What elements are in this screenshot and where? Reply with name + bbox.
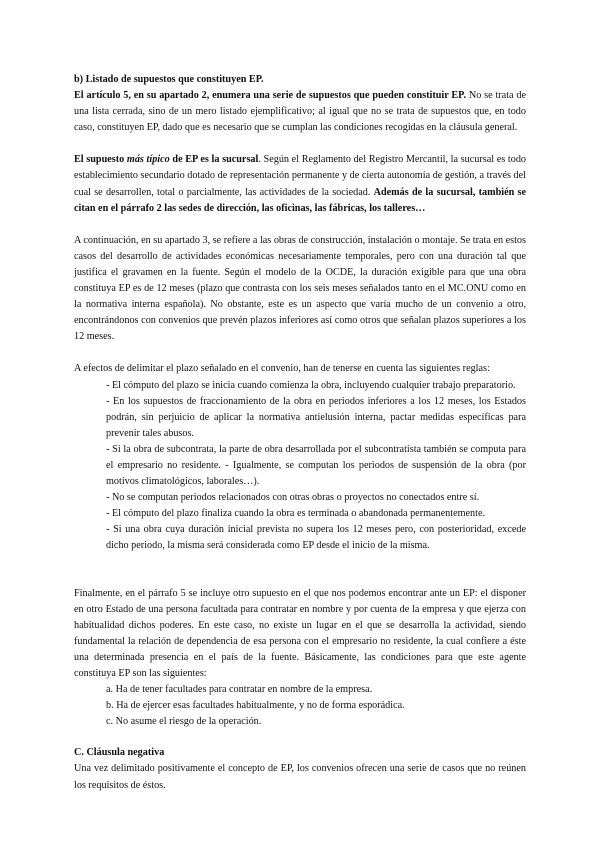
section-c-paragraph: Una vez delimitado positivamente el concepto de EP, los convenios ofrecen una serie de casos que no reúnen los requisitos de éstos. xyxy=(74,763,526,791)
sucursal-paragraph xyxy=(74,152,526,216)
condition-item: c. No asume el riesgo de la operación. xyxy=(106,716,262,728)
section-b-paragraph-1 xyxy=(74,88,526,136)
rule-item: - El cómputo del plazo se inicia cuando comienza la obra, incluyendo cualquier trabajo preparatorio. xyxy=(106,379,516,391)
document-body xyxy=(74,72,526,794)
sucursal-bold-a-text: El supuesto xyxy=(74,154,127,166)
rule-item: - El cómputo del plazo finaliza cuando la obra es terminada o abandonada permanentemente. xyxy=(106,508,486,520)
rule-item: - En los supuestos de fraccionamiento de la obra en periodos inferiores a los 12 meses, los Estados podrán, sin perjuicio de aplicar la normativa antielusión interna, pactar medidas específicas para prevenir tales abusos. xyxy=(106,395,526,439)
sucursal-bold-b-text: de EP es la sucursal xyxy=(169,154,259,166)
sucursal-bold-a xyxy=(74,154,258,165)
section-b-heading: b) Listado de supuestos que constituyen EP. xyxy=(74,74,264,85)
agente-paragraph: Finalmente, en el párrafo 5 se incluye otro supuesto en el que nos podemos encontrar ante un EP: el disponer en otro Estado de una persona facultada para contratar en nombre y por cuenta de la empresa y que ejerza con habitualidad dichos poderes. En este caso, no existe un lugar en el que se desarrolla la actividad, siendo fundamental la relación de dependencia de esa persona con el empresario no residente, la cual confiere a éste una determinada presencia en el país de la fuente. Básicamente, las condiciones para que este agente constituya EP son las siguientes: xyxy=(74,587,526,679)
condition-item: b. Ha de ejercer esas facultades habitualmente, y no de forma esporádica. xyxy=(106,700,405,712)
article-5-text: No se trata de una lista cerrada, sino de un mero listado ejemplificativo; al igual que no se trata de supuestos que, en todo caso, constituyen EP, dado que es necesario que se cumplan las condiciones recogidas en la cláusula general. xyxy=(74,90,526,134)
condition-item: a. Ha de tener facultades para contratar en nombre de la empresa. xyxy=(106,684,373,696)
section-c-heading: C. Cláusula negativa xyxy=(74,747,165,759)
rule-item: - No se computan periodos relacionados con otras obras o proyectos no conectados entre sí. xyxy=(106,492,480,504)
article-5-bold-text: El artículo 5, en su apartado 2, enumera una serie de supuestos que pueden constituir EP. xyxy=(74,90,467,102)
rule-item: - Si una obra cuya duración inicial prevista no supera los 12 meses pero, con posterioridad, excede dicho periodo, la misma será considerada como EP desde el inicio de la misma. xyxy=(106,524,526,552)
sucursal-bold-end: Además de la sucursal, también se citan en el párrafo 2 las sedes de dirección, las oficinas, las fábricas, los talleres… xyxy=(74,186,526,214)
rule-item: - Si la obra de subcontrata, la parte de obra desarrollada por el subcontratista también se computa para el empresario no residente. - Igualmente, se computan los periodos de suspensión de la obra (por motivos climatológicos, laborales…). xyxy=(106,443,526,488)
rules-list xyxy=(106,378,526,555)
conditions-list xyxy=(106,682,526,730)
sucursal-italic: más típico xyxy=(126,154,170,166)
sucursal-text: . Según el Reglamento del Registro Mercantil, la sucursal es todo establecimiento secundario dotado de representación permanente y de cierta autonomía de gestión, a través del cual se desarrollen, total o parcialmente, las actividades de la sociedad. xyxy=(74,154,527,198)
reglas-intro: A efectos de delimitar el plazo señalado en el convenio, han de tenerse en cuenta las siguientes reglas: xyxy=(74,363,490,375)
obras-paragraph: A continuación, en su apartado 3, se refiere a las obras de construcción, instalación o montaje. Se trata en estos casos del desarrollo de actividades económicas necesariamente temporales, pero con una duración tal que justifica el gravamen en la fuente. Según el modelo de la OCDE, la duración exigible para que una obra constituya EP es de 12 meses (plazo que contrasta con los seis meses señalados tanto en el MC.ONU como en la normativa interna española). No obstante, este es un aspecto que varía mucho de un convenio a otro, encontrándonos con convenios que prevén plazos inferiores así como otros que señalan plazos superiores a los 12 meses. xyxy=(74,234,526,343)
